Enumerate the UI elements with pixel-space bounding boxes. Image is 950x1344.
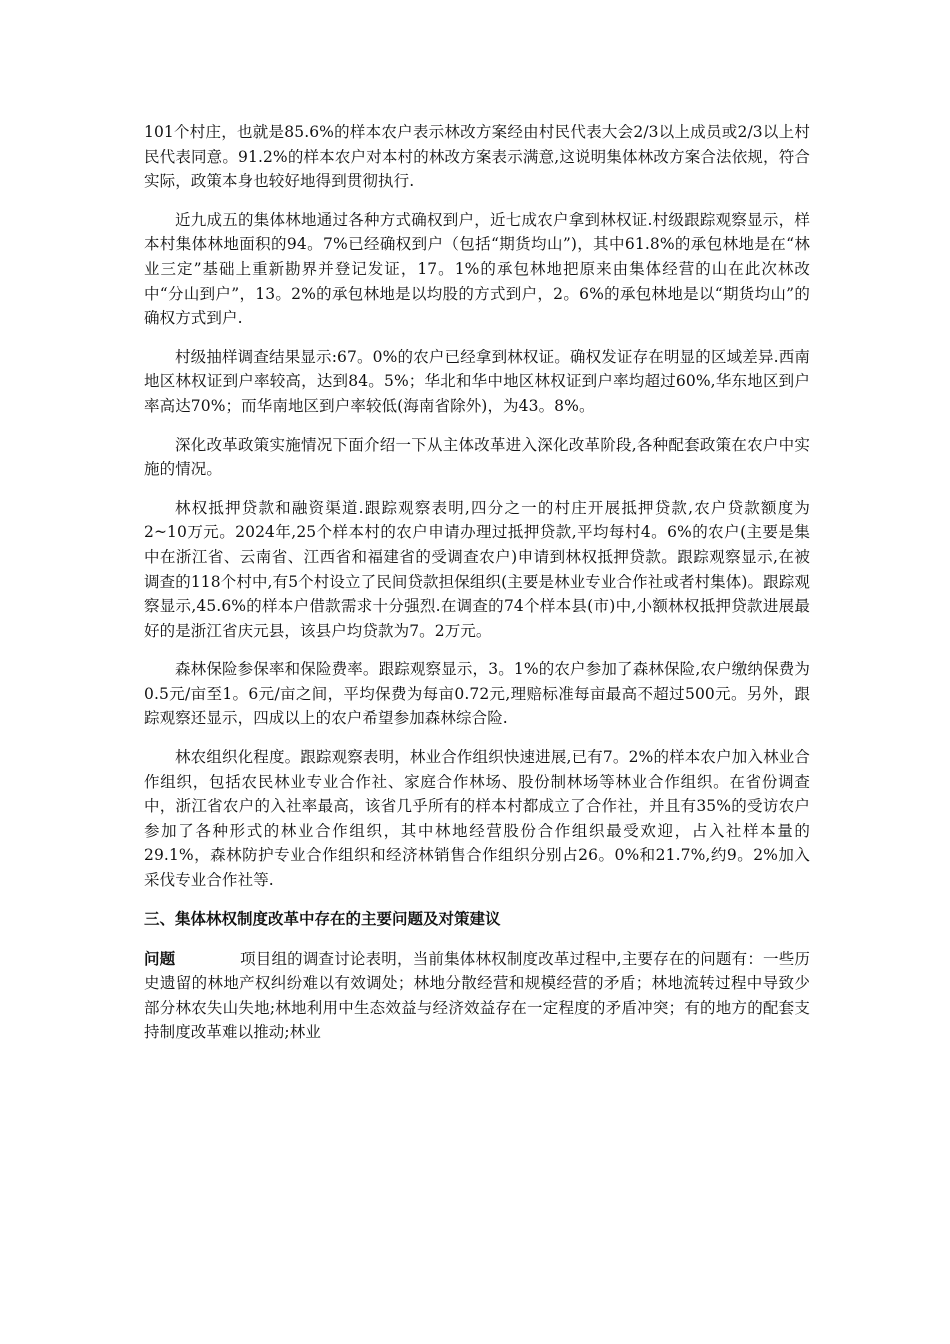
- problem-label: 问题: [144, 949, 176, 968]
- document-page: [144, 120, 810, 1059]
- paragraph-forest-insurance: 森林保险参保率和保险费率。跟踪观察显示，3。1%的农户参加了森林保险,农户缴纳保费为0.5元/亩至1。6元/亩之间，平均保费为每亩0.72元,理赔标准每亩最高不超过500元。另外，跟踪观察还显示，四成以上的农户希望参加森林综合险.: [144, 660, 810, 728]
- problem-text: 项目组的调查讨论表明，当前集体林权制度改革过程中,主要存在的问题有：一些历史遗留的林地产权纠纷难以有效调处；林地分散经营和规模经营的矛盾；林地流转过程中导致少部分林农失山失地;林地利用中生态效益与经济效益存在一定程度的矛盾冲突；有的地方的配套支持制度改革难以推动;林业: [144, 949, 810, 1042]
- paragraph-mortgage-loans: 林权抵押贷款和融资渠道.跟踪观察表明,四分之一的村庄开展抵押贷款,农户贷款额度为2~10万元。2024年,25个样本村的农户申请办理过抵押贷款,平均每村4。6%的农户(主要是集中在浙江省、云南省、江西省和福建省的受调查农户)申请到林权抵押贷款。跟踪观察显示,在被调查的118个村中,有5个村设立了民间贷款担保组织(主要是林业专业合作社或者村集体)。跟踪观察显示,45.6%的样本户借款需求十分强烈.在调查的74个样本县(市)中,小额林权抵押贷款进展最好的是浙江省庆元县，该县户均贷款为7。2万元。: [144, 498, 810, 640]
- paragraph-village-survey: 村级抽样调查结果显示:67。0%的农户已经拿到林权证。确权发证存在明显的区域差异.西南地区林权证到户率较高，达到84。5%；华北和华中地区林权证到户率均超过60%,华东地区到户率高达70%；而华南地区到户率较低(海南省除外)，为43。8%。: [144, 347, 810, 415]
- paragraph-problems: [144, 947, 810, 1045]
- section-heading: 三、集体林权制度改革中存在的主要问题及对策建议: [144, 909, 501, 928]
- paragraph-cooperatives: 林农组织化程度。跟踪观察表明，林业合作组织快速进展,已有7。2%的样本农户加入林业合作组织，包括农民林业专业合作社、家庭合作林场、股份制林场等林业合作组织。在省份调查中，浙江省农户的入社率最高，该省几乎所有的样本村都成立了合作社，并且有35%的受访农户参加了各种形式的林业合作组织，其中林地经营股份合作组织最受欢迎，占入社样本量的29.1%，森林防护专业合作组织和经济林销售合作组织分别占26。0%和21.7%,约9。2%加入采伐专业合作社等.: [144, 748, 810, 890]
- paragraph-continuation: 101个村庄，也就是85.6%的样本农户表示林改方案经由村民代表大会2/3以上成员或2/3以上村民代表同意。91.2%的样本农户对本村的林改方案表示满意,这说明集体林改方案合法依规，符合实际，政策本身也较好地得到贯彻执行.: [144, 123, 810, 191]
- paragraph-deepening-reform: 深化改革政策实施情况下面介绍一下从主体改革进入深化改革阶段,各种配套政策在农户中实施的情况。: [144, 435, 810, 479]
- paragraph-forest-rights-confirmation: 近九成五的集体林地通过各种方式确权到户，近七成农户拿到林权证.村级跟踪观察显示，样本村集体林地面积的94。7%已经确权到户（包括“期货均山”)，其中61.8%的承包林地是在“林业三定”基础上重新勘界并登记发证，17。1%的承包林地把原来由集体经营的山在此次林改中“分山到户”，13。2%的承包林地是以均股的方式到户，2。6%的承包林地是以“期货均山”的确权方式到户.: [144, 210, 810, 328]
